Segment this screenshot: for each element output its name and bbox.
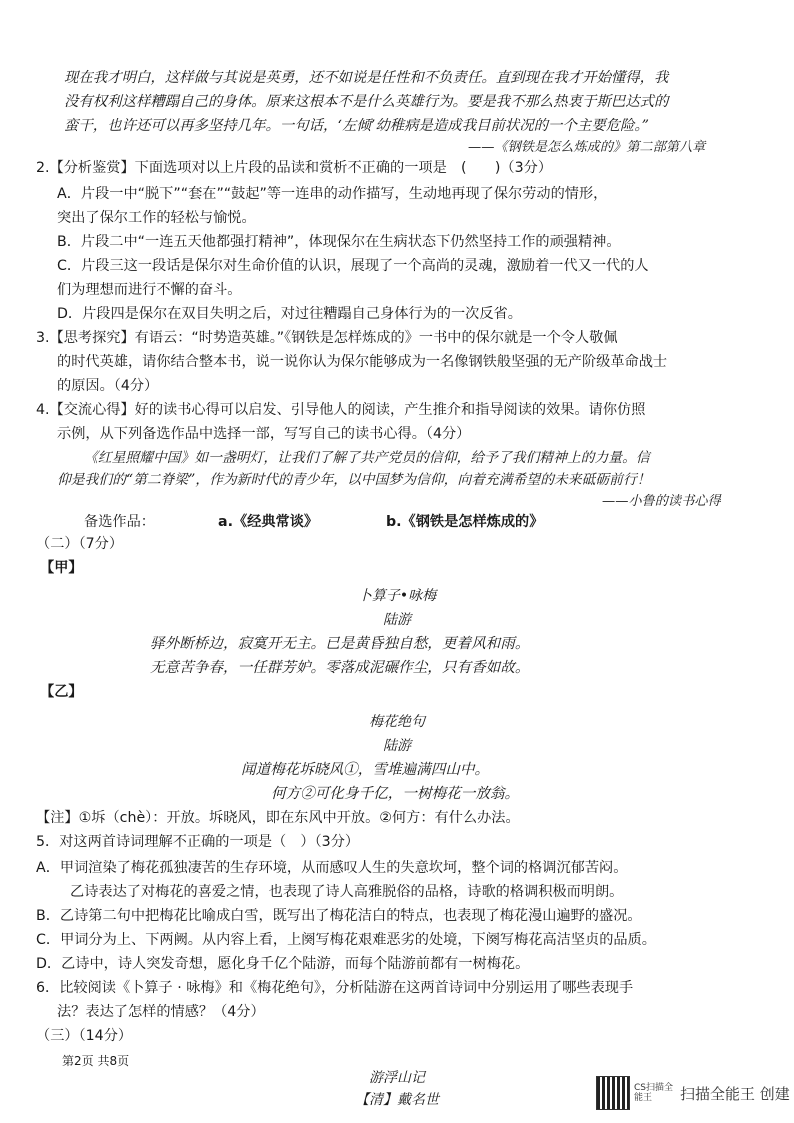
text-line: （三）（14分） [36,1028,133,1044]
text-line: 仰是我们的“第二脊梁”，作为新时代的青少年，以中国梦为信仰，向着充满希望的未来砥砺前行！ [57,472,651,488]
text-line: a.《经典常谈》 [218,514,319,530]
qr-code-icon [596,1076,630,1110]
text-line: 突出了保尔工作的轻松与愉悦。 [57,210,256,226]
text-line: 梅花绝句 [369,714,425,730]
text-line: 的时代英雄，请你结合整本书，说一说你认为保尔能够成为一名像钢铁般坚强的无产阶级革命战士 [57,354,668,370]
text-line: 2.【分析鉴赏】下面选项对以上片段的品读和赏析不正确的一项是 ( )（3分） [36,160,553,176]
text-line: 示例，从下列备选作品中选择一部，写写自己的读书心得。（4分） [57,426,471,442]
text-line: ——《钢铁是怎么炼成的》第二部第八章 [468,140,706,155]
text-line: 备选作品： [84,514,155,530]
text-line: 6．比较阅读《卜算子 · 咏梅》和《梅花绝句》，分析陆游在这两首诗词中分别运用了哪些表现手 [36,980,634,996]
text-line: 【甲】 [40,560,83,576]
text-line: D．乙诗中，诗人突发奇想，愿化身千亿个陆游，而每个陆游前都有一树梅花。 [36,956,530,972]
text-line: 5．对这两首诗词理解不正确的一项是（ ）（3分） [36,834,360,850]
text-line: B．片段二中“一连五天他都强打精神”，体现保尔在生病状态下仍然坚持工作的顽强精神。 [57,234,621,250]
text-line: 乙诗表达了对梅花的喜爱之情，也表现了诗人高雅脱俗的品格，诗歌的格调积极而明朗。 [70,884,624,900]
text-line: 们为理想而进行不懈的奋斗。 [57,282,242,298]
text-line: 无意苦争春，一任群芳妒。零落成泥碾作尘，只有香如故。 [150,659,530,676]
text-line: C．片段三这一段话是保尔对生命价值的认识，展现了一个高尚的灵魂，激励着一代又一代的人 [57,258,649,274]
text-line: 闻道梅花坼晓风①，雪堆遍满四山中。 [241,761,490,778]
text-line: 【乙】 [40,684,83,700]
text-line: 卜算子•咏梅 [357,588,437,604]
scanner-watermark [596,1076,790,1110]
text-line: 4.【交流心得】好的读书心得可以启发、引导他人的阅读，产生推介和指导阅读的效果。请你仿照 [36,402,646,418]
text-line: 何方②可化身千亿，一树梅花一放翁。 [271,785,520,802]
text-line: 没有权利这样糟蹋自己的身体。原来这根本不是什么英雄行为。要是我不那么热衷于斯巴达式的 [64,94,669,110]
text-line: 陆游 [383,738,411,754]
poem3-title: 游浮山记 [369,1070,425,1086]
text-line: ——小鲁的读书心得 [602,494,721,509]
text-line: （二）（7分） [36,536,124,552]
text-line: C．甲词分为上、下两阙。从内容上看，上阕写梅花艰难恶劣的处境，下阕写梅花高洁坚贞的品质。 [36,932,656,948]
text-line: D．片段四是保尔在双目失明之后，对过往糟蹋自己身体行为的一次反省。 [57,306,522,322]
text-line: A．片段一中“脱下”“套在”“鼓起”等一连串的动作描写，生动地再现了保尔劳动的情形， [57,186,608,202]
watermark-logo: CS扫描全能王 [634,1083,673,1103]
text-line: 《红星照耀中国》如一盏明灯，让我们了解了共产党员的信仰，给予了我们精神上的力量。信 [84,450,650,466]
text-line: 驿外断桥边，寂寞开无主。已是黄昏独自愁，更着风和雨。 [150,635,530,652]
text-line: 法？表达了怎样的情感？（4分） [57,1004,265,1020]
poem3-author: 【清】戴名世 [355,1092,439,1108]
text-line: A．甲词渲染了梅花孤独凄苦的生存环境，从而感叹人生的失意坎坷，整个词的格调沉郁苦闷。 [36,860,628,876]
watermark-text: 扫描全能王 创建 [680,1084,790,1103]
text-line: b.《钢铁是怎样炼成的》 [386,514,544,530]
page-footer: 第2页 共8页 [62,1054,130,1068]
text-line: B．乙诗第二句中把梅花比喻成白雪，既写出了梅花洁白的特点，也表现了梅花漫山遍野的盛况。 [36,908,642,924]
text-line: 3.【思考探究】有语云：“时势造英雄。”《钢铁是怎样炼成的》一书中的保尔就是一个令人敬佩 [36,330,618,346]
text-line: 的原因。（4分） [57,378,159,394]
text-line: 陆游 [383,612,411,628]
text-line: 蛮干，也许还可以再多坚持几年。一句话，‘左倾’幼稚病是造成我目前状况的一个主要危险。” [64,118,649,134]
text-line: 【注】①坼（chè）：开放。坼晓风，即在东风中开放。②何方：有什么办法。 [36,810,520,826]
text-line: 现在我才明白，这样做与其说是英勇，还不如说是任性和不负责任。直到现在我才开始懂得，我 [64,70,669,86]
